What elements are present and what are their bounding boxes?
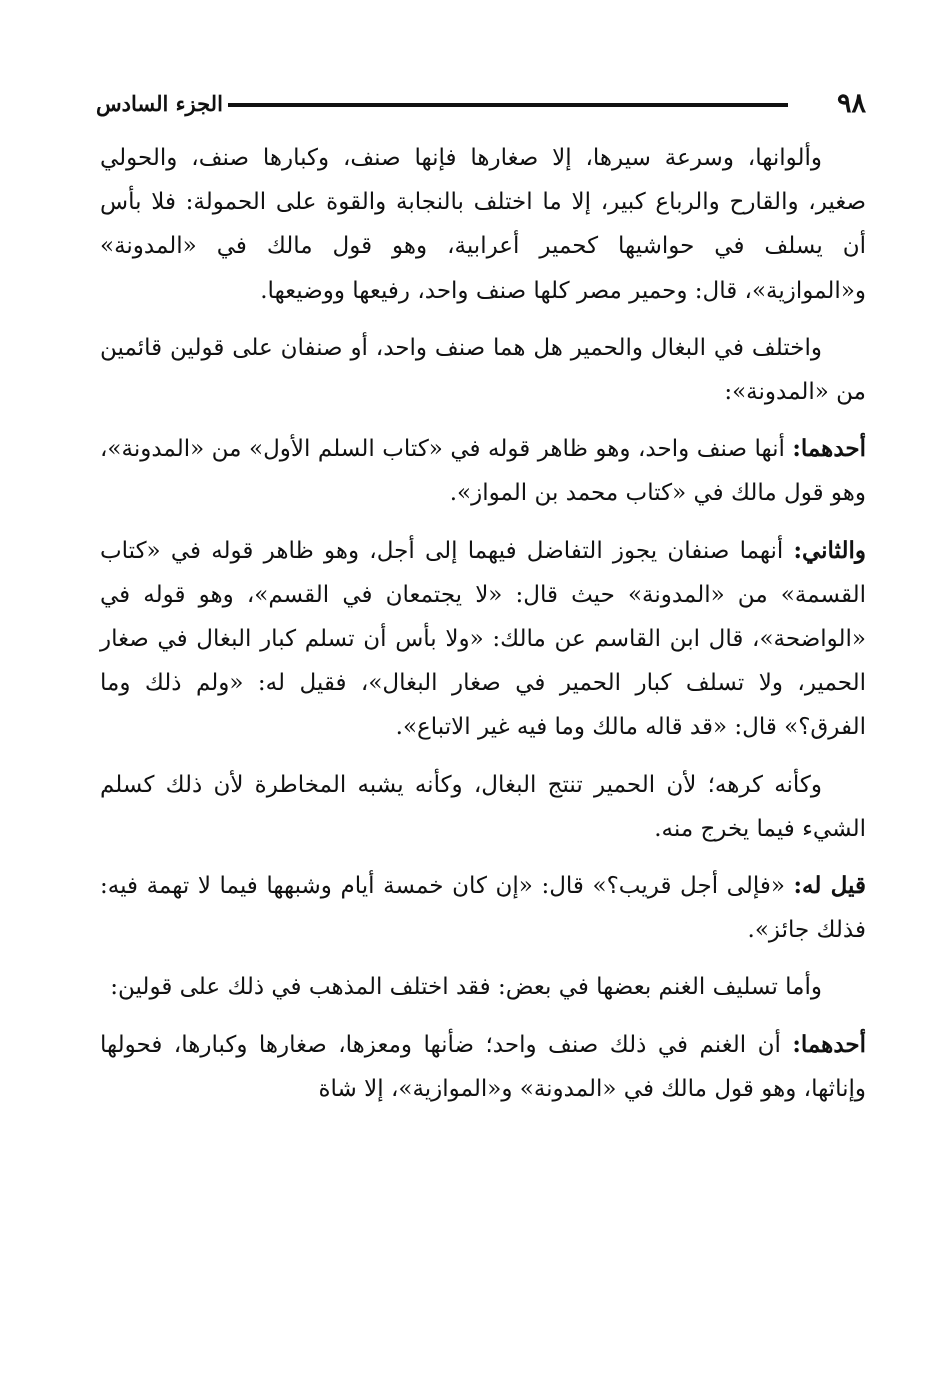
body-text bbox=[100, 136, 866, 1124]
page-header bbox=[96, 84, 866, 124]
paragraph-4 bbox=[100, 529, 866, 750]
paragraph-text: أنها صنف واحد، وهو ظاهر قوله في «كتاب السلم الأول» من «المدونة»، وهو قول مالك في «كتاب محمد بن المواز». bbox=[100, 436, 866, 507]
paragraph-2 bbox=[100, 326, 866, 414]
paragraph-lead: قيل له: bbox=[793, 872, 866, 900]
paragraph-text: وكأنه كرهه؛ لأن الحمير تنتج البغال، وكأنه يشبه المخاطرة لأن ذلك كسلم الشيء فيما يخرج منه. bbox=[100, 771, 866, 842]
paragraph-text: واختلف في البغال والحمير هل هما صنف واحد، أو صنفان على قولين قائمين من «المدونة»: bbox=[100, 334, 866, 406]
paragraph-text: «فإلى أجل قريب؟» قال: «إن كان خمسة أيام وشبهها فيما لا تهمة فيه: فذلك جائز». bbox=[100, 873, 866, 944]
header-rule bbox=[228, 103, 788, 107]
paragraph-text: وألوانها، وسرعة سيرها، إلا صغارها فإنها صنف، وكبارها صنف، والحولي صغير، والقارح والرباع كبير، إلا ما اختلف بالنجابة والقوة على الحمولة: فلا بأس أن يسلف في حواشيها كحمير أعرابية، وهو قول مالك في «المدونة» و«الموازية»، قال: وحمير مصر كلها صنف واحد، رفيعها ووضيعها. bbox=[100, 145, 866, 304]
paragraph-8 bbox=[100, 1023, 866, 1111]
paragraph-1 bbox=[100, 136, 866, 313]
paragraph-7 bbox=[100, 965, 866, 1009]
paragraph-3 bbox=[100, 427, 866, 515]
paragraph-lead: أحدهما: bbox=[792, 1030, 866, 1058]
paragraph-text: وأما تسليف الغنم بعضها في بعض: فقد اختلف المذهب في ذلك على قولين: bbox=[110, 974, 822, 1001]
paragraph-5 bbox=[100, 763, 866, 851]
paragraph-text: أن الغنم في ذلك صنف واحد؛ ضأنها ومعزها، صغارها وكبارها، فحولها وإناثها، وهو قول مالك في «المدونة» و«الموازية»، إلا شاة bbox=[100, 1031, 866, 1102]
paragraph-6 bbox=[100, 864, 866, 952]
paragraph-text: أنهما صنفان يجوز التفاضل فيهما إلى أجل، وهو ظاهر قوله في «كتاب القسمة» من «المدونة» حيث قال: «لا يجتمعان في القسم»، وهو قوله في «الواضحة»، قال ابن القاسم عن مالك: «ولا بأس أن تسلم كبار البغال في صغار الحمير، ولا تسلف كبار الحمير في صغار البغال»، فقيل له: «ولم ذلك وما الفرق؟» قال: «قد قاله مالك وما فيه غير الاتباع». bbox=[100, 537, 866, 741]
page-number: ٩٨ bbox=[836, 88, 866, 119]
paragraph-lead: أحدهما: bbox=[792, 435, 866, 463]
paragraph-lead: والثاني: bbox=[793, 536, 866, 564]
running-title: الجزء السادس bbox=[96, 91, 223, 116]
